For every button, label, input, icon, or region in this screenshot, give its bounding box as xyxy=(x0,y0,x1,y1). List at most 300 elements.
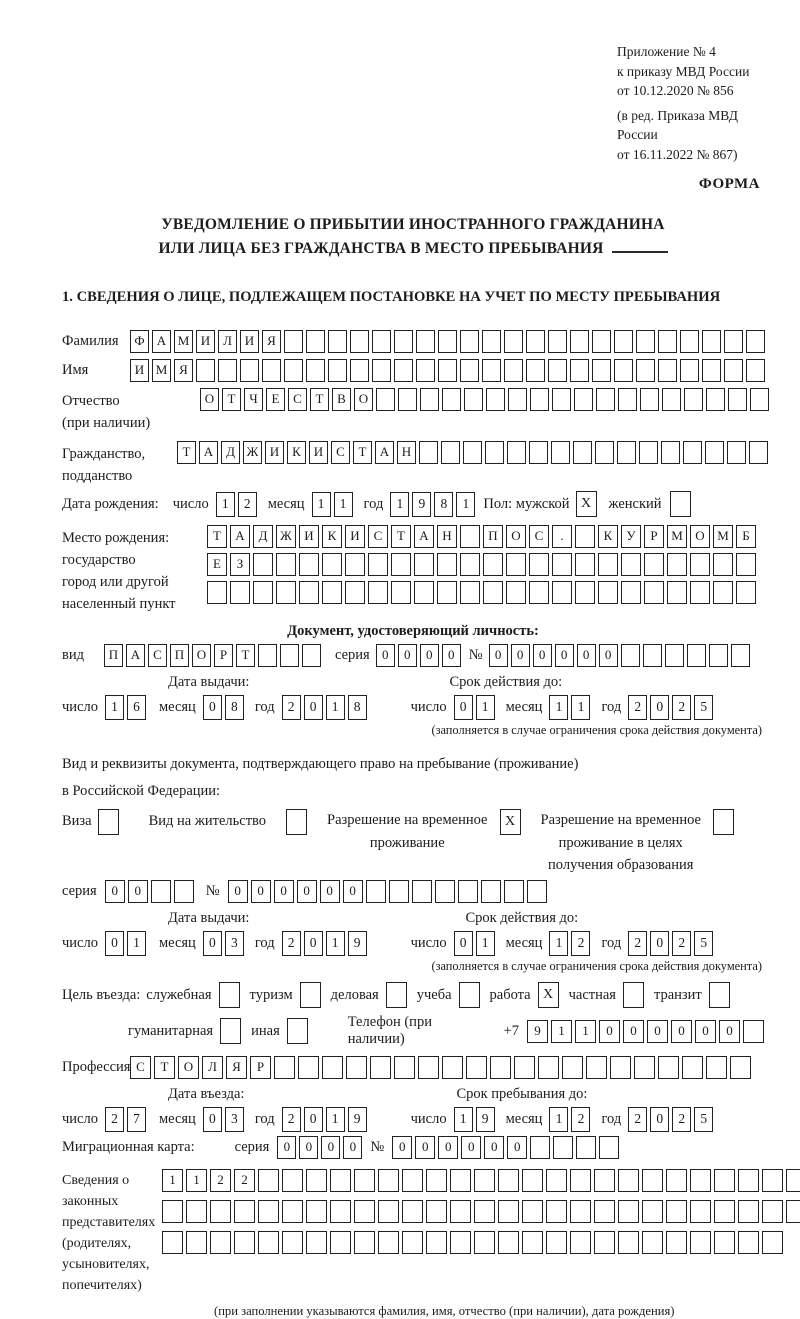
box-cell[interactable]: О xyxy=(192,644,211,667)
box-cell[interactable]: 0 xyxy=(442,644,461,667)
box-cell[interactable]: 0 xyxy=(623,1020,644,1043)
box-cell[interactable]: Е xyxy=(266,388,285,411)
box-cell[interactable] xyxy=(435,880,455,903)
box-cell[interactable] xyxy=(481,880,501,903)
box-cell[interactable] xyxy=(598,553,618,576)
box-cell[interactable]: Б xyxy=(736,525,756,548)
box-cell[interactable] xyxy=(724,330,743,353)
box-cell[interactable]: С xyxy=(529,525,549,548)
box-cell[interactable] xyxy=(642,1200,663,1223)
box-cell[interactable]: 0 xyxy=(719,1020,740,1043)
box-cell[interactable] xyxy=(394,1056,415,1079)
box-cell[interactable] xyxy=(731,644,750,667)
box-cell[interactable] xyxy=(414,581,434,604)
box-cell[interactable] xyxy=(282,1200,303,1223)
box-cell[interactable] xyxy=(372,330,391,353)
box-cell[interactable]: 0 xyxy=(304,931,323,956)
box-cell[interactable] xyxy=(426,1231,447,1254)
box-cell[interactable]: Т xyxy=(222,388,241,411)
box-cell[interactable] xyxy=(594,1231,615,1254)
box-cell[interactable] xyxy=(466,1056,487,1079)
box-cell[interactable]: Р xyxy=(214,644,233,667)
box-cell[interactable]: 0 xyxy=(695,1020,716,1043)
residence-permit-checkbox[interactable] xyxy=(286,809,307,835)
box-cell[interactable]: 0 xyxy=(228,880,248,903)
box-cell[interactable]: 0 xyxy=(599,644,618,667)
box-cell[interactable] xyxy=(546,1200,567,1223)
doc-issue-day-input[interactable] xyxy=(105,695,146,720)
name-input[interactable] xyxy=(130,359,765,382)
box-cell[interactable] xyxy=(426,1169,447,1192)
box-cell[interactable] xyxy=(522,1231,543,1254)
box-cell[interactable]: 0 xyxy=(420,644,439,667)
box-cell[interactable] xyxy=(738,1169,759,1192)
box-cell[interactable]: 2 xyxy=(628,1107,647,1132)
box-cell[interactable]: 1 xyxy=(186,1169,207,1192)
box-cell[interactable] xyxy=(460,359,479,382)
box-cell[interactable] xyxy=(576,1136,596,1159)
box-cell[interactable] xyxy=(284,359,303,382)
box-cell[interactable]: 0 xyxy=(251,880,271,903)
box-cell[interactable]: 1 xyxy=(575,1020,596,1043)
box-cell[interactable]: 5 xyxy=(694,931,713,956)
box-cell[interactable] xyxy=(596,388,615,411)
box-cell[interactable] xyxy=(683,441,702,464)
res-issue-year-input[interactable] xyxy=(282,931,367,956)
doc-valid-day-input[interactable] xyxy=(454,695,495,720)
box-cell[interactable]: Т xyxy=(236,644,255,667)
box-cell[interactable] xyxy=(458,880,478,903)
box-cell[interactable] xyxy=(527,880,547,903)
birthplace-input-row-3[interactable] xyxy=(207,581,756,604)
box-cell[interactable] xyxy=(486,388,505,411)
box-cell[interactable] xyxy=(234,1231,255,1254)
box-cell[interactable] xyxy=(459,982,480,1008)
box-cell[interactable] xyxy=(670,491,691,517)
box-cell[interactable] xyxy=(750,388,769,411)
box-cell[interactable]: 0 xyxy=(454,931,473,956)
box-cell[interactable] xyxy=(253,581,273,604)
box-cell[interactable] xyxy=(322,553,342,576)
box-cell[interactable] xyxy=(702,330,721,353)
box-cell[interactable] xyxy=(642,1231,663,1254)
box-cell[interactable] xyxy=(618,1200,639,1223)
box-cell[interactable] xyxy=(416,359,435,382)
box-cell[interactable] xyxy=(196,359,215,382)
box-cell[interactable] xyxy=(162,1200,183,1223)
box-cell[interactable]: 0 xyxy=(343,880,363,903)
box-cell[interactable] xyxy=(644,581,664,604)
box-cell[interactable] xyxy=(464,388,483,411)
box-cell[interactable] xyxy=(713,809,734,835)
box-cell[interactable] xyxy=(345,581,365,604)
box-cell[interactable]: 1 xyxy=(326,1107,345,1132)
box-cell[interactable] xyxy=(586,1056,607,1079)
box-cell[interactable]: 0 xyxy=(650,931,669,956)
box-cell[interactable]: С xyxy=(331,441,350,464)
box-cell[interactable] xyxy=(666,1231,687,1254)
box-cell[interactable] xyxy=(762,1200,783,1223)
box-cell[interactable] xyxy=(394,330,413,353)
box-cell[interactable]: 0 xyxy=(299,1136,318,1159)
box-cell[interactable]: 0 xyxy=(511,644,530,667)
box-cell[interactable] xyxy=(276,553,296,576)
box-cell[interactable]: Т xyxy=(353,441,372,464)
box-cell[interactable] xyxy=(643,644,662,667)
box-cell[interactable] xyxy=(662,388,681,411)
box-cell[interactable] xyxy=(441,441,460,464)
box-cell[interactable] xyxy=(618,388,637,411)
box-cell[interactable] xyxy=(680,330,699,353)
box-cell[interactable] xyxy=(575,581,595,604)
box-cell[interactable]: 1 xyxy=(326,931,345,956)
box-cell[interactable]: 1 xyxy=(326,695,345,720)
box-cell[interactable]: 0 xyxy=(105,880,125,903)
box-cell[interactable] xyxy=(426,1200,447,1223)
box-cell[interactable] xyxy=(709,644,728,667)
box-cell[interactable] xyxy=(258,1231,279,1254)
box-cell[interactable]: Д xyxy=(253,525,273,548)
box-cell[interactable] xyxy=(483,553,503,576)
box-cell[interactable]: 6 xyxy=(127,695,146,720)
box-cell[interactable] xyxy=(553,1136,573,1159)
box-cell[interactable] xyxy=(522,1169,543,1192)
box-cell[interactable] xyxy=(506,581,526,604)
box-cell[interactable]: 5 xyxy=(694,1107,713,1132)
box-cell[interactable] xyxy=(522,1200,543,1223)
box-cell[interactable] xyxy=(705,441,724,464)
box-cell[interactable] xyxy=(570,330,589,353)
box-cell[interactable] xyxy=(280,644,299,667)
box-cell[interactable] xyxy=(570,1231,591,1254)
box-cell[interactable] xyxy=(658,1056,679,1079)
box-cell[interactable]: 0 xyxy=(128,880,148,903)
box-cell[interactable] xyxy=(162,1231,183,1254)
box-cell[interactable]: Ф xyxy=(130,330,149,353)
birth-day-input[interactable] xyxy=(216,492,257,517)
box-cell[interactable] xyxy=(574,388,593,411)
box-cell[interactable] xyxy=(262,359,281,382)
box-cell[interactable]: Я xyxy=(174,359,193,382)
box-cell[interactable] xyxy=(368,553,388,576)
box-cell[interactable]: В xyxy=(332,388,351,411)
box-cell[interactable] xyxy=(614,359,633,382)
res-valid-month-input[interactable] xyxy=(549,931,590,956)
box-cell[interactable] xyxy=(621,553,641,576)
box-cell[interactable] xyxy=(507,441,526,464)
box-cell[interactable]: А xyxy=(375,441,394,464)
box-cell[interactable] xyxy=(368,581,388,604)
box-cell[interactable] xyxy=(636,330,655,353)
birth-month-input[interactable] xyxy=(312,492,353,517)
box-cell[interactable] xyxy=(623,982,644,1008)
box-cell[interactable]: 5 xyxy=(694,695,713,720)
box-cell[interactable] xyxy=(330,1200,351,1223)
box-cell[interactable] xyxy=(354,1169,375,1192)
box-cell[interactable] xyxy=(210,1200,231,1223)
box-cell[interactable] xyxy=(460,330,479,353)
box-cell[interactable] xyxy=(526,359,545,382)
box-cell[interactable]: 0 xyxy=(484,1136,504,1159)
box-cell[interactable] xyxy=(762,1231,783,1254)
box-cell[interactable]: 9 xyxy=(527,1020,548,1043)
box-cell[interactable] xyxy=(730,1056,751,1079)
box-cell[interactable] xyxy=(482,330,501,353)
box-cell[interactable] xyxy=(548,330,567,353)
box-cell[interactable] xyxy=(610,1056,631,1079)
box-cell[interactable] xyxy=(728,388,747,411)
box-cell[interactable] xyxy=(391,581,411,604)
box-cell[interactable]: А xyxy=(152,330,171,353)
box-cell[interactable] xyxy=(621,644,640,667)
citizenship-input[interactable] xyxy=(177,441,768,464)
doc-valid-year-input[interactable] xyxy=(628,695,713,720)
purpose-work-checkbox[interactable] xyxy=(538,982,559,1008)
box-cell[interactable] xyxy=(366,880,386,903)
box-cell[interactable] xyxy=(460,553,480,576)
box-cell[interactable] xyxy=(346,1056,367,1079)
box-cell[interactable]: 7 xyxy=(127,1107,146,1132)
purpose-humanitarian-checkbox[interactable] xyxy=(220,1018,241,1044)
box-cell[interactable]: 0 xyxy=(599,1020,620,1043)
box-cell[interactable]: 8 xyxy=(348,695,367,720)
box-cell[interactable]: 9 xyxy=(348,931,367,956)
box-cell[interactable] xyxy=(372,359,391,382)
box-cell[interactable] xyxy=(714,1169,735,1192)
box-cell[interactable] xyxy=(727,441,746,464)
box-cell[interactable]: И xyxy=(299,525,319,548)
box-cell[interactable] xyxy=(526,330,545,353)
box-cell[interactable]: 2 xyxy=(628,695,647,720)
purpose-transit-checkbox[interactable] xyxy=(709,982,730,1008)
box-cell[interactable]: 0 xyxy=(555,644,574,667)
box-cell[interactable] xyxy=(617,441,636,464)
box-cell[interactable] xyxy=(658,330,677,353)
box-cell[interactable] xyxy=(762,1169,783,1192)
box-cell[interactable] xyxy=(306,359,325,382)
box-cell[interactable] xyxy=(724,359,743,382)
doc-kind-input[interactable] xyxy=(104,644,321,667)
box-cell[interactable]: И xyxy=(240,330,259,353)
box-cell[interactable]: М xyxy=(713,525,733,548)
box-cell[interactable] xyxy=(450,1200,471,1223)
entry-day-input[interactable] xyxy=(105,1107,146,1132)
box-cell[interactable] xyxy=(644,553,664,576)
box-cell[interactable]: 0 xyxy=(647,1020,668,1043)
box-cell[interactable]: Н xyxy=(437,525,457,548)
box-cell[interactable] xyxy=(736,553,756,576)
box-cell[interactable]: А xyxy=(414,525,434,548)
res-series-input[interactable] xyxy=(105,880,194,903)
box-cell[interactable] xyxy=(354,1231,375,1254)
box-cell[interactable] xyxy=(412,880,432,903)
box-cell[interactable] xyxy=(414,553,434,576)
box-cell[interactable] xyxy=(690,1231,711,1254)
box-cell[interactable]: Р xyxy=(250,1056,271,1079)
box-cell[interactable] xyxy=(370,1056,391,1079)
box-cell[interactable] xyxy=(746,359,765,382)
res-valid-day-input[interactable] xyxy=(454,931,495,956)
male-checkbox[interactable] xyxy=(576,491,597,517)
box-cell[interactable]: И xyxy=(345,525,365,548)
box-cell[interactable] xyxy=(743,1020,764,1043)
entry-year-input[interactable] xyxy=(282,1107,367,1132)
box-cell[interactable]: Т xyxy=(310,388,329,411)
box-cell[interactable] xyxy=(376,388,395,411)
box-cell[interactable] xyxy=(595,441,614,464)
box-cell[interactable] xyxy=(690,1200,711,1223)
box-cell[interactable]: И xyxy=(265,441,284,464)
box-cell[interactable]: 3 xyxy=(225,1107,244,1132)
box-cell[interactable]: С xyxy=(288,388,307,411)
phone-input[interactable] xyxy=(527,1020,764,1043)
box-cell[interactable] xyxy=(460,581,480,604)
box-cell[interactable] xyxy=(306,1231,327,1254)
box-cell[interactable] xyxy=(639,441,658,464)
box-cell[interactable]: А xyxy=(126,644,145,667)
box-cell[interactable]: 0 xyxy=(671,1020,692,1043)
box-cell[interactable] xyxy=(598,581,618,604)
box-cell[interactable]: X xyxy=(538,982,559,1008)
box-cell[interactable] xyxy=(300,982,321,1008)
res-number-input[interactable] xyxy=(228,880,547,903)
box-cell[interactable] xyxy=(389,880,409,903)
box-cell[interactable] xyxy=(482,359,501,382)
box-cell[interactable] xyxy=(687,644,706,667)
box-cell[interactable] xyxy=(714,1231,735,1254)
box-cell[interactable] xyxy=(330,1169,351,1192)
box-cell[interactable] xyxy=(282,1169,303,1192)
box-cell[interactable] xyxy=(253,553,273,576)
box-cell[interactable] xyxy=(474,1169,495,1192)
box-cell[interactable] xyxy=(702,359,721,382)
box-cell[interactable]: Я xyxy=(226,1056,247,1079)
box-cell[interactable]: 2 xyxy=(672,931,691,956)
box-cell[interactable] xyxy=(418,1056,439,1079)
box-cell[interactable]: 1 xyxy=(549,931,568,956)
box-cell[interactable]: 9 xyxy=(476,1107,495,1132)
box-cell[interactable] xyxy=(322,1056,343,1079)
box-cell[interactable]: 2 xyxy=(571,931,590,956)
box-cell[interactable] xyxy=(350,359,369,382)
stay-day-input[interactable] xyxy=(454,1107,495,1132)
box-cell[interactable] xyxy=(661,441,680,464)
box-cell[interactable] xyxy=(322,581,342,604)
box-cell[interactable]: 3 xyxy=(225,931,244,956)
box-cell[interactable]: С xyxy=(368,525,388,548)
box-cell[interactable]: 0 xyxy=(415,1136,435,1159)
box-cell[interactable] xyxy=(786,1169,800,1192)
box-cell[interactable]: К xyxy=(322,525,342,548)
box-cell[interactable] xyxy=(402,1231,423,1254)
box-cell[interactable]: 2 xyxy=(571,1107,590,1132)
box-cell[interactable] xyxy=(258,1169,279,1192)
box-cell[interactable]: 1 xyxy=(456,492,475,517)
box-cell[interactable]: П xyxy=(104,644,123,667)
box-cell[interactable] xyxy=(298,1056,319,1079)
box-cell[interactable] xyxy=(394,359,413,382)
box-cell[interactable] xyxy=(258,644,277,667)
box-cell[interactable] xyxy=(504,359,523,382)
box-cell[interactable] xyxy=(437,553,457,576)
box-cell[interactable] xyxy=(474,1200,495,1223)
box-cell[interactable]: М xyxy=(152,359,171,382)
box-cell[interactable] xyxy=(573,441,592,464)
box-cell[interactable]: 9 xyxy=(412,492,431,517)
box-cell[interactable] xyxy=(667,581,687,604)
box-cell[interactable] xyxy=(284,330,303,353)
box-cell[interactable]: 9 xyxy=(348,1107,367,1132)
box-cell[interactable] xyxy=(416,330,435,353)
box-cell[interactable] xyxy=(714,1200,735,1223)
patronymic-input[interactable] xyxy=(200,388,769,411)
box-cell[interactable] xyxy=(529,581,549,604)
box-cell[interactable] xyxy=(690,1169,711,1192)
box-cell[interactable]: 2 xyxy=(282,1107,301,1132)
box-cell[interactable]: О xyxy=(200,388,219,411)
box-cell[interactable]: А xyxy=(230,525,250,548)
representatives-input-row-3[interactable] xyxy=(162,1231,800,1254)
box-cell[interactable] xyxy=(749,441,768,464)
box-cell[interactable]: 0 xyxy=(376,644,395,667)
box-cell[interactable] xyxy=(98,809,119,835)
box-cell[interactable]: 0 xyxy=(398,644,417,667)
box-cell[interactable]: 1 xyxy=(216,492,235,517)
box-cell[interactable]: X xyxy=(500,809,521,835)
box-cell[interactable] xyxy=(437,581,457,604)
box-cell[interactable] xyxy=(684,388,703,411)
box-cell[interactable] xyxy=(538,1056,559,1079)
box-cell[interactable] xyxy=(706,1056,727,1079)
box-cell[interactable] xyxy=(207,581,227,604)
temp-residence-checkbox[interactable] xyxy=(500,809,521,835)
temp-residence-edu-checkbox[interactable] xyxy=(713,809,734,835)
box-cell[interactable] xyxy=(592,359,611,382)
box-cell[interactable] xyxy=(570,359,589,382)
box-cell[interactable]: И xyxy=(309,441,328,464)
box-cell[interactable]: 0 xyxy=(577,644,596,667)
box-cell[interactable] xyxy=(450,1231,471,1254)
stay-year-input[interactable] xyxy=(628,1107,713,1132)
box-cell[interactable] xyxy=(599,1136,619,1159)
box-cell[interactable] xyxy=(240,359,259,382)
box-cell[interactable] xyxy=(530,1136,550,1159)
res-valid-year-input[interactable] xyxy=(628,931,713,956)
box-cell[interactable]: 0 xyxy=(650,695,669,720)
box-cell[interactable] xyxy=(186,1231,207,1254)
box-cell[interactable] xyxy=(682,1056,703,1079)
box-cell[interactable]: 0 xyxy=(489,644,508,667)
box-cell[interactable]: Т xyxy=(177,441,196,464)
box-cell[interactable]: 1 xyxy=(105,695,124,720)
box-cell[interactable] xyxy=(386,982,407,1008)
box-cell[interactable]: 1 xyxy=(312,492,331,517)
box-cell[interactable]: 2 xyxy=(105,1107,124,1132)
box-cell[interactable]: 0 xyxy=(454,695,473,720)
box-cell[interactable]: О xyxy=(690,525,710,548)
box-cell[interactable] xyxy=(286,809,307,835)
box-cell[interactable] xyxy=(460,525,480,548)
res-issue-day-input[interactable] xyxy=(105,931,146,956)
purpose-study-checkbox[interactable] xyxy=(459,982,480,1008)
box-cell[interactable] xyxy=(420,388,439,411)
box-cell[interactable] xyxy=(570,1200,591,1223)
purpose-business-checkbox[interactable] xyxy=(386,982,407,1008)
box-cell[interactable]: Д xyxy=(221,441,240,464)
box-cell[interactable] xyxy=(299,553,319,576)
box-cell[interactable]: 0 xyxy=(304,1107,323,1132)
box-cell[interactable] xyxy=(186,1200,207,1223)
